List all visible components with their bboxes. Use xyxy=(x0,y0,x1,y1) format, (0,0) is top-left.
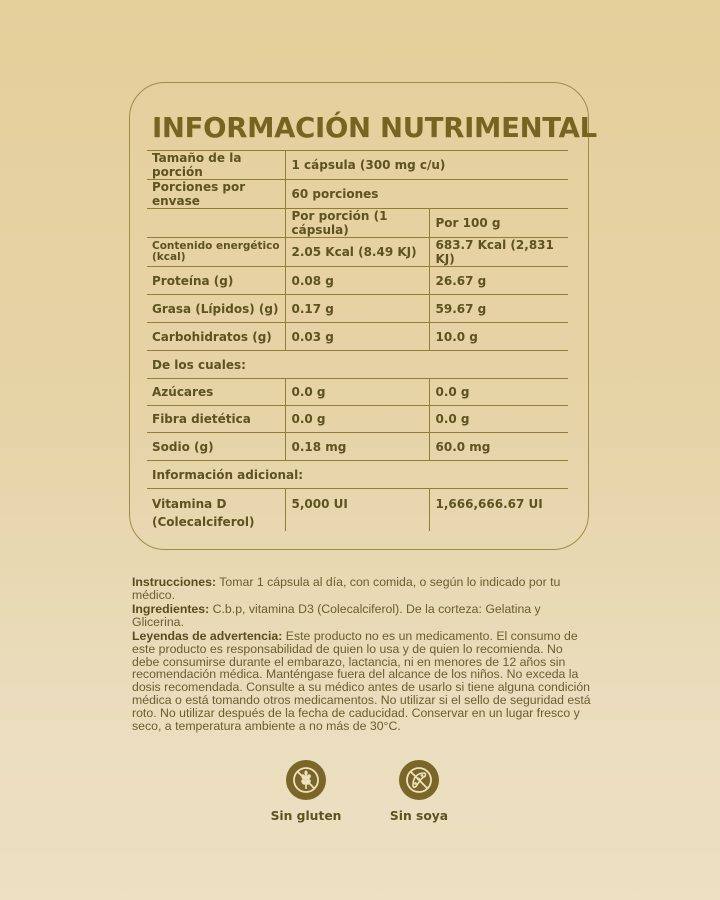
row-per-serving: 0.0 g xyxy=(285,379,429,406)
row-label: Grasa (Lípidos) (g) xyxy=(147,295,285,323)
row-per-serving: 0.03 g xyxy=(285,323,429,351)
table-row-vitamin xyxy=(147,489,568,532)
table-row xyxy=(147,238,568,267)
badge-label: Sin gluten xyxy=(270,809,342,823)
table-row xyxy=(147,433,568,461)
warnings-paragraph xyxy=(132,630,592,732)
row-per-serving: 0.08 g xyxy=(285,267,429,295)
instructions-label: Instrucciones: xyxy=(132,575,217,589)
additional-info-label: Información adicional: xyxy=(147,461,568,489)
table-header-row xyxy=(147,209,568,238)
ingredients-label: Ingredientes: xyxy=(132,602,210,616)
badge-label: Sin soya xyxy=(389,809,449,823)
serving-size-value: 1 cápsula (300 mg c/u) xyxy=(285,151,568,180)
table-row-additional xyxy=(147,461,568,489)
table-row-servings xyxy=(147,180,568,209)
header-empty-cell xyxy=(147,209,285,238)
instructions-text: Tomar 1 cápsula al día, con comida, o según lo indicado por tu médico. xyxy=(132,575,561,602)
vitamin-per-100g: 1,666,666.67 UI xyxy=(429,489,568,532)
badge-soy-free xyxy=(379,760,459,823)
page-title: INFORMACIÓN NUTRIMENTAL xyxy=(152,112,597,144)
of-which-label: De los cuales: xyxy=(147,351,568,379)
badge-gluten-free xyxy=(266,760,346,823)
table-row xyxy=(147,267,568,295)
serving-size-label: Tamaño de la porción xyxy=(147,151,285,180)
row-per-100g: 60.0 mg xyxy=(429,433,568,461)
table-row xyxy=(147,406,568,433)
row-per-100g: 26.67 g xyxy=(429,267,568,295)
row-per-serving: 0.18 mg xyxy=(285,433,429,461)
vitamin-per-serving: 5,000 UI xyxy=(285,489,429,532)
row-label: Azúcares xyxy=(147,379,285,406)
table-row xyxy=(147,295,568,323)
table-row-serving-size xyxy=(147,151,568,180)
row-per-100g: 59.67 g xyxy=(429,295,568,323)
row-label: Carbohidratos (g) xyxy=(147,323,285,351)
row-per-serving: 2.05 Kcal (8.49 KJ) xyxy=(285,238,429,267)
row-label: Fibra dietética xyxy=(147,406,285,433)
table-row xyxy=(147,379,568,406)
row-per-serving: 0.0 g xyxy=(285,406,429,433)
row-label: Proteína (g) xyxy=(147,267,285,295)
servings-label: Porciones por envase xyxy=(147,180,285,209)
vitamin-label: Vitamina D (Colecalciferol) xyxy=(152,497,255,529)
row-per-100g: 10.0 g xyxy=(429,323,568,351)
row-per-100g: 683.7 Kcal (2,831 KJ) xyxy=(429,238,568,267)
no-wheat-icon xyxy=(286,760,326,800)
ingredients-paragraph xyxy=(132,603,592,629)
servings-value: 60 porciones xyxy=(285,180,568,209)
no-soy-icon xyxy=(399,760,439,800)
row-label: Contenido energético (kcal) xyxy=(147,238,285,267)
warnings-text: Este producto no es un medicamento. El consumo de este producto es responsabilidad de quien lo usa y de quien lo recomienda. No debe consumirse durante el embarazo, lactancia, ni en menores de 12 años sin recomendación médica. Manténgase fuera del alcance de los niños. No exceda la dosis recomendada. Consulte a su médico antes de usarlo si tiene alguna condición médica o está tomando otros medicamentos. No utilizar si el sello de seguridad está roto. No utilizar después de la fecha de caducidad. Conservar en un lugar fresco y seco, a temperatura ambiente a no más de 30°C. xyxy=(132,629,591,733)
row-per-100g: 0.0 g xyxy=(429,379,568,406)
header-per-100g: Por 100 g xyxy=(429,209,568,238)
row-label: Sodio (g) xyxy=(147,433,285,461)
table-row xyxy=(147,323,568,351)
ingredients-text: C.b.p, vitamina D3 (Colecalciferol). De la corteza: Gelatina y Glicerina. xyxy=(132,602,541,629)
row-per-serving: 0.17 g xyxy=(285,295,429,323)
warnings-label: Leyendas de advertencia: xyxy=(132,629,283,643)
row-per-100g: 0.0 g xyxy=(429,406,568,433)
instructions-paragraph xyxy=(132,576,592,602)
table-row-of-which xyxy=(147,351,568,379)
nutrition-table xyxy=(147,150,568,531)
header-per-serving: Por porción (1 cápsula) xyxy=(285,209,429,238)
